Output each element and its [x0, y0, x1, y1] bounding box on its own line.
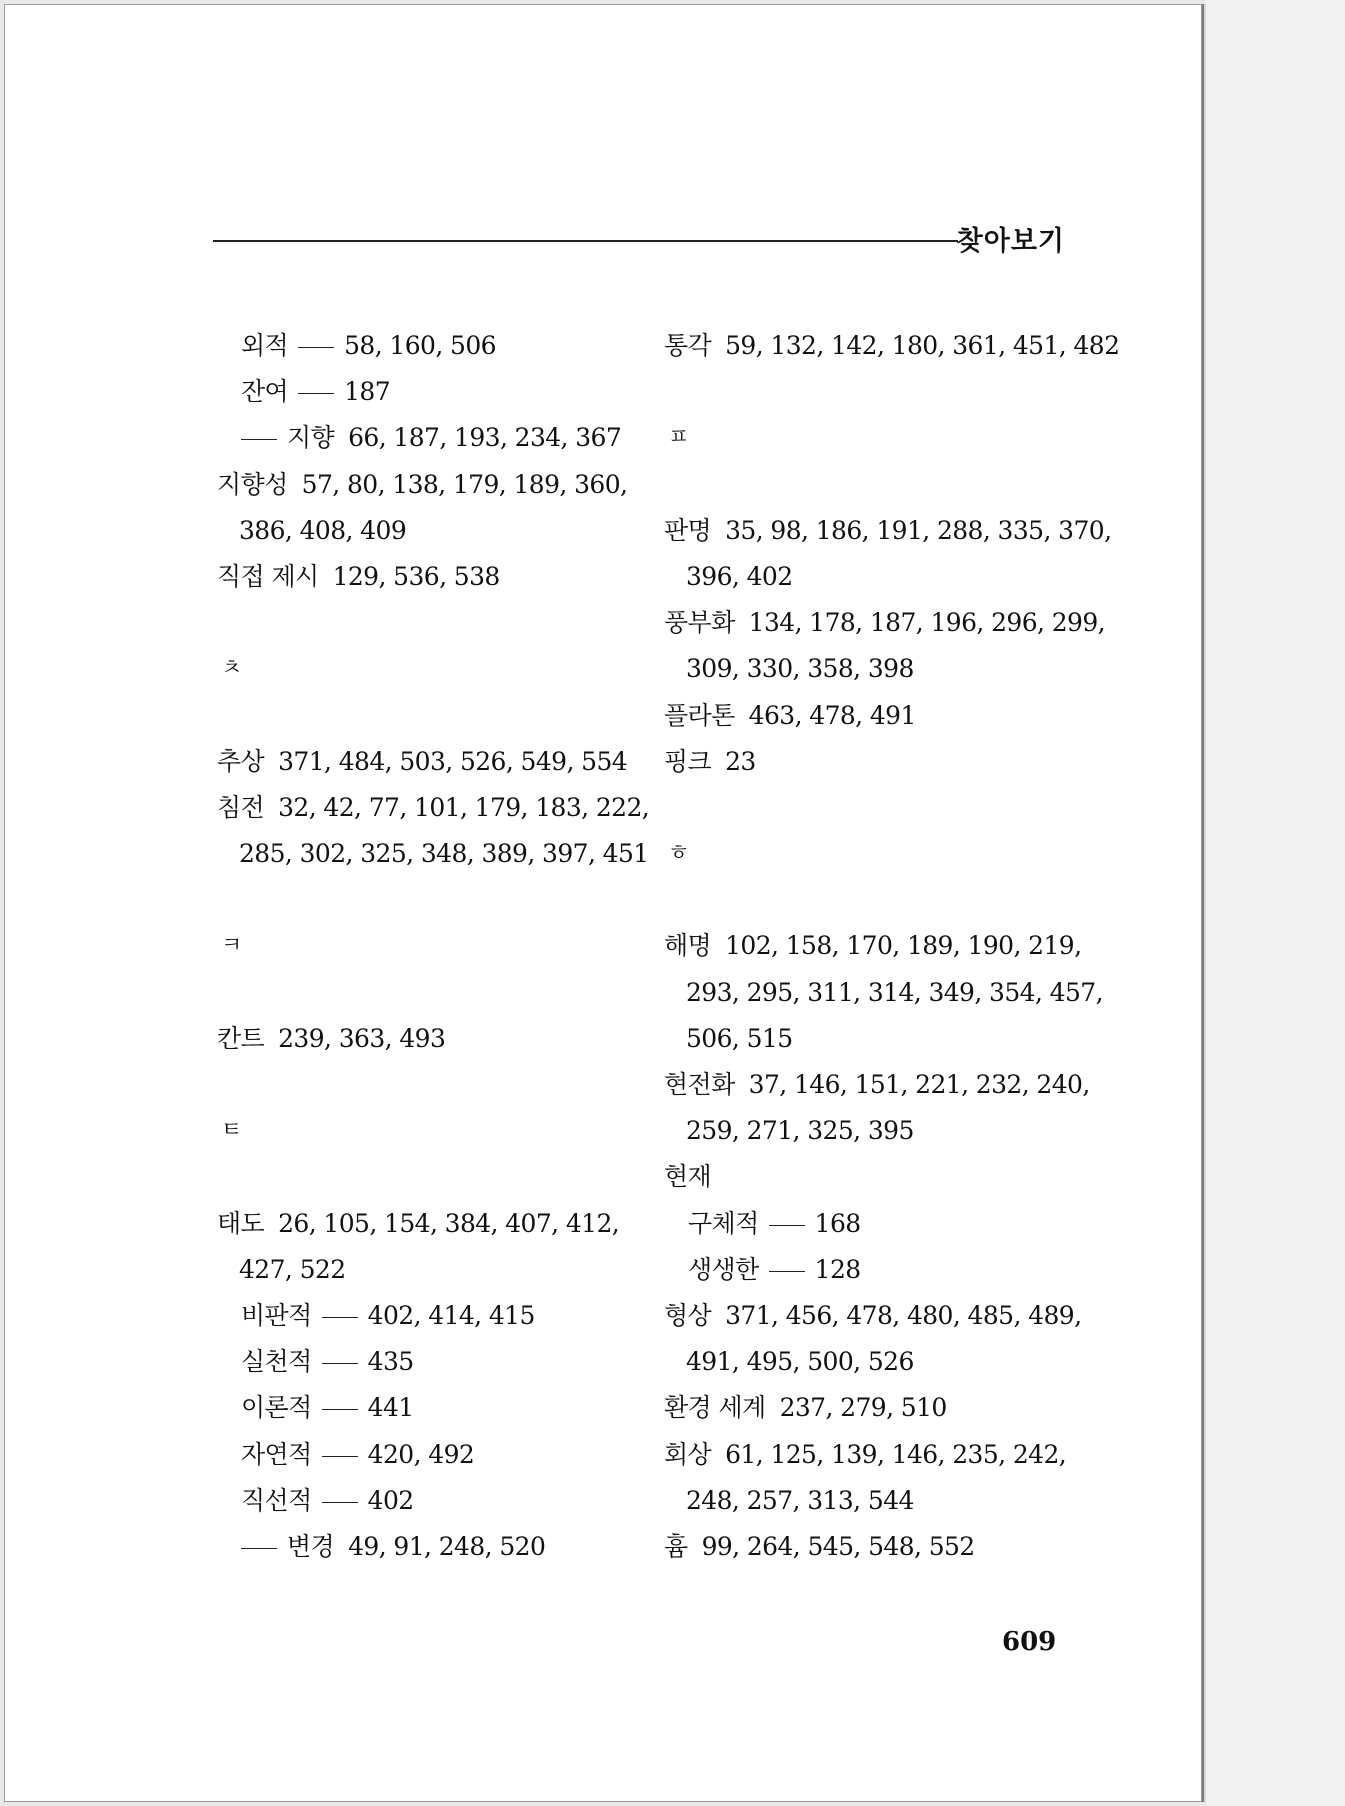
index-pages: 463, 478, 491	[748, 700, 916, 730]
em-dash-rule	[298, 393, 334, 394]
em-dash-rule	[322, 1363, 358, 1364]
section-letter-label: ㅌ	[221, 1118, 242, 1144]
blank-line	[664, 369, 1104, 415]
em-dash-rule	[241, 439, 277, 440]
blank-line	[664, 785, 1104, 831]
em-dash-rule	[322, 1456, 358, 1457]
index-continuation	[664, 970, 1104, 1016]
em-dash-rule	[298, 347, 334, 348]
index-subterm: 변경	[287, 1531, 335, 1561]
section-letter-label: ㅊ	[221, 656, 242, 682]
index-pages: 441	[367, 1393, 414, 1423]
index-continuation	[664, 1339, 1104, 1385]
index-subentry	[217, 1339, 657, 1385]
em-dash-rule	[241, 1548, 277, 1549]
section-letter	[664, 415, 1104, 461]
index-column-right	[664, 323, 1120, 1570]
index-continuation	[664, 646, 1104, 692]
index-entry	[664, 323, 1120, 369]
blank-line	[217, 877, 657, 923]
em-dash-rule	[769, 1271, 805, 1272]
index-pages: 402	[367, 1485, 414, 1515]
index-entry	[217, 785, 657, 831]
index-pages: 237, 279, 510	[779, 1393, 947, 1423]
index-subterm: 직선적	[241, 1485, 312, 1515]
index-pages: 66, 187, 193, 234, 367	[348, 423, 622, 453]
index-pages: 420, 492	[367, 1439, 475, 1469]
index-pages: 259, 271, 325, 395	[686, 1116, 914, 1146]
index-pages: 57, 80, 138, 179, 189, 360,	[301, 469, 628, 499]
index-entry	[217, 739, 657, 785]
index-pages: 168	[814, 1208, 861, 1238]
index-pages: 134, 178, 187, 196, 296, 299,	[748, 608, 1105, 638]
section-letter-label: ㅍ	[668, 425, 689, 451]
index-continuation	[664, 554, 1104, 600]
index-term: 현전화	[664, 1070, 735, 1099]
index-term: 플라톤	[664, 700, 735, 730]
index-term: 직접 제시	[217, 561, 319, 591]
index-continuation	[217, 831, 657, 877]
index-pages: 386, 408, 409	[239, 515, 407, 545]
index-pages: 102, 158, 170, 189, 190, 219,	[725, 931, 1082, 961]
index-pages: 427, 522	[239, 1254, 346, 1284]
index-entry	[664, 1293, 1104, 1339]
index-subterm: 생생한	[688, 1254, 759, 1284]
index-term: 형상	[664, 1300, 712, 1330]
index-entry	[217, 1016, 657, 1062]
section-letter	[664, 831, 1104, 877]
index-term: 회상	[664, 1439, 712, 1469]
index-subterm: 자연적	[241, 1439, 312, 1469]
section-letter	[217, 1108, 657, 1154]
index-entry	[664, 600, 1104, 646]
index-subentry	[217, 415, 657, 461]
index-subterm: 이론적	[241, 1393, 312, 1423]
index-entry	[664, 1062, 1104, 1108]
running-header	[213, 219, 1065, 259]
index-entry	[664, 1524, 1104, 1570]
book-page	[4, 4, 1202, 1802]
index-entry	[664, 693, 1104, 739]
index-subentry	[217, 1293, 657, 1339]
index-continuation	[664, 1478, 1104, 1524]
header-rule	[213, 240, 958, 242]
index-subterm: 지향	[287, 423, 335, 453]
index-subentry	[217, 369, 657, 415]
index-subentry	[217, 1524, 657, 1570]
index-term: 태도	[217, 1208, 265, 1238]
index-pages: 371, 456, 478, 480, 485, 489,	[725, 1300, 1082, 1330]
index-pages: 285, 302, 325, 348, 389, 397, 451	[239, 839, 649, 869]
index-subterm: 실천적	[241, 1347, 312, 1377]
index-pages: 49, 91, 248, 520	[348, 1531, 546, 1561]
index-entry	[664, 1385, 1104, 1431]
section-letter	[217, 923, 657, 969]
index-pages: 58, 160, 506	[344, 331, 496, 360]
em-dash-rule	[322, 1317, 358, 1318]
index-term: 판명	[664, 515, 712, 545]
index-pages: 187	[344, 377, 391, 407]
index-pages: 435	[367, 1347, 414, 1377]
blank-line	[664, 877, 1104, 923]
index-entry	[217, 462, 657, 508]
index-subterm: 외적	[241, 331, 289, 360]
index-pages: 99, 264, 545, 548, 552	[701, 1531, 975, 1561]
em-dash-rule	[322, 1409, 358, 1410]
index-subentry	[217, 1432, 657, 1478]
index-subentry	[217, 1478, 657, 1524]
index-entry	[664, 923, 1104, 969]
index-term: 칸트	[217, 1023, 265, 1053]
blank-line	[217, 970, 657, 1016]
index-pages: 23	[725, 746, 756, 776]
index-term: 현재	[664, 1162, 712, 1192]
index-term: 풍부화	[664, 608, 735, 638]
index-entry	[664, 1432, 1104, 1478]
section-letter-label: ㅎ	[668, 841, 689, 867]
index-pages: 506, 515	[686, 1023, 793, 1053]
header-title: 찾아보기	[956, 226, 1065, 257]
index-pages: 35, 98, 186, 191, 288, 335, 370,	[725, 515, 1112, 545]
index-pages: 293, 295, 311, 314, 349, 354, 457,	[686, 977, 1103, 1007]
viewer-background	[1206, 0, 1345, 1806]
index-entry	[664, 739, 1104, 785]
index-entry	[217, 1201, 657, 1247]
index-pages: 26, 105, 154, 384, 407, 412,	[278, 1208, 620, 1238]
index-pages: 402, 414, 415	[367, 1300, 535, 1330]
index-subentry	[664, 1201, 1104, 1247]
index-pages: 129, 536, 538	[332, 561, 500, 591]
index-continuation	[664, 1016, 1104, 1062]
index-pages: 59, 132, 142, 180, 361, 451, 482	[725, 331, 1120, 360]
index-term: 핑크	[664, 746, 712, 776]
index-entry	[217, 554, 657, 600]
index-subterm: 잔여	[241, 377, 289, 407]
index-term: 통각	[664, 331, 712, 360]
index-column-left	[217, 323, 657, 1570]
index-subentry	[664, 1247, 1104, 1293]
blank-line	[217, 693, 657, 739]
index-subentry	[217, 1385, 657, 1431]
index-term: 환경 세계	[664, 1393, 766, 1423]
index-pages: 309, 330, 358, 398	[686, 654, 914, 684]
blank-line	[217, 600, 657, 646]
index-entry	[664, 1154, 1104, 1200]
index-pages: 239, 363, 493	[278, 1023, 446, 1053]
index-pages: 396, 402	[686, 561, 793, 591]
index-pages: 248, 257, 313, 544	[686, 1485, 914, 1515]
index-term: 추상	[217, 746, 265, 776]
section-letter-label: ㅋ	[221, 933, 242, 959]
index-pages: 371, 484, 503, 526, 549, 554	[278, 746, 628, 776]
blank-line	[217, 1154, 657, 1200]
index-subterm: 비판적	[241, 1300, 312, 1330]
index-subentry	[217, 323, 657, 369]
index-term: 흄	[664, 1531, 688, 1561]
index-pages: 61, 125, 139, 146, 235, 242,	[725, 1439, 1067, 1469]
index-pages: 491, 495, 500, 526	[686, 1347, 914, 1377]
index-continuation	[217, 1247, 657, 1293]
em-dash-rule	[322, 1502, 358, 1503]
index-pages: 32, 42, 77, 101, 179, 183, 222,	[278, 792, 650, 822]
index-pages: 37, 146, 151, 221, 232, 240,	[748, 1070, 1090, 1099]
index-subterm: 구체적	[688, 1208, 759, 1238]
section-letter	[217, 646, 657, 692]
index-pages: 128	[814, 1254, 861, 1284]
blank-line	[217, 1062, 657, 1108]
index-continuation	[664, 1108, 1104, 1154]
index-term: 해명	[664, 931, 712, 961]
index-term: 침전	[217, 792, 265, 822]
index-term: 지향성	[217, 469, 288, 499]
blank-line	[664, 462, 1104, 508]
page-number: 609	[1002, 1627, 1057, 1657]
index-entry	[664, 508, 1112, 554]
em-dash-rule	[769, 1225, 805, 1226]
index-continuation	[217, 508, 657, 554]
